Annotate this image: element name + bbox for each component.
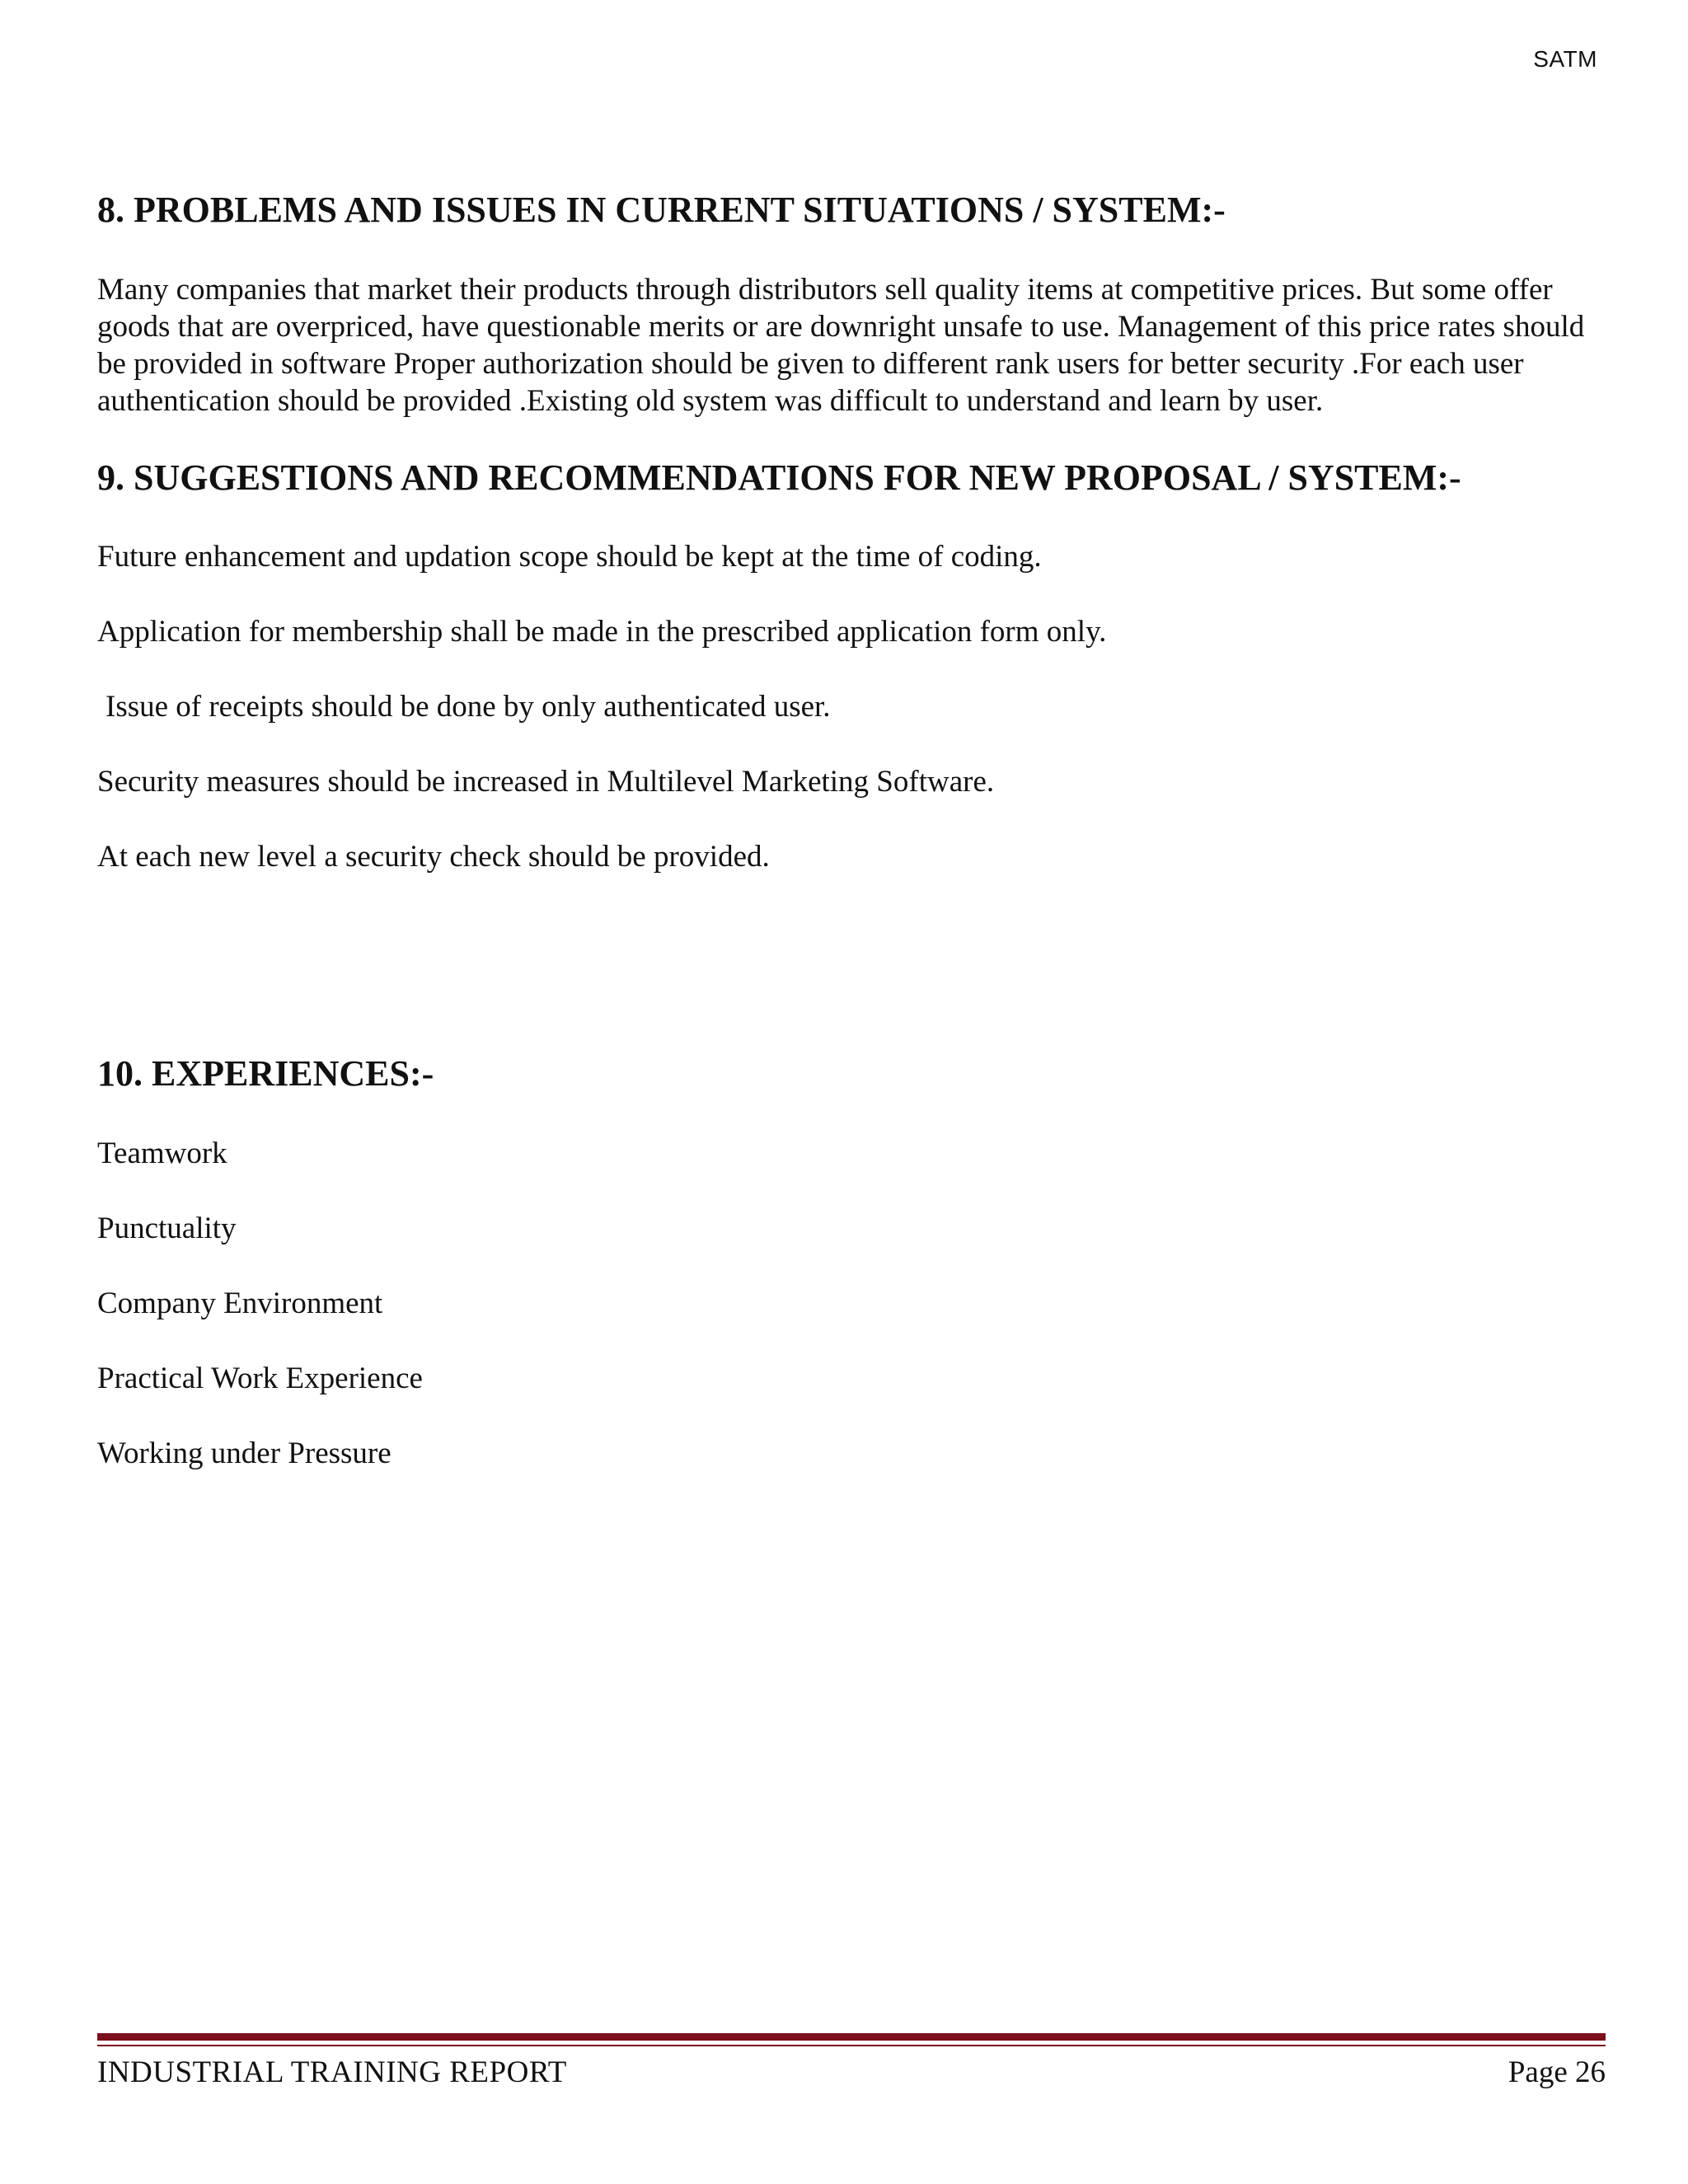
experience-item: Teamwork	[97, 1136, 227, 1170]
suggestion-item: Security measures should be increased in Multilevel Marketing Software.	[97, 765, 995, 799]
section-9-heading: 9. SUGGESTIONS AND RECOMMENDATIONS FOR NEW PROPOSAL / SYSTEM:-	[97, 457, 1461, 498]
section-8-heading: 8. PROBLEMS AND ISSUES IN CURRENT SITUATIONS / SYSTEM:-	[97, 190, 1226, 230]
suggestion-item: At each new level a security check should be provided.	[97, 840, 770, 874]
page-content	[97, 190, 1606, 1510]
section-suggestions	[97, 457, 1606, 876]
experience-item: Punctuality	[97, 1211, 237, 1245]
suggestion-item: Future enhancement and updation scope should be kept at the time of coding.	[97, 540, 1042, 574]
experience-item: Working under Pressure	[97, 1436, 392, 1470]
spacer	[97, 913, 1606, 1053]
experience-item: Practical Work Experience	[97, 1361, 423, 1395]
footer-rule-thin	[97, 2045, 1606, 2046]
footer-report-title: INDUSTRIAL TRAINING REPORT	[97, 2055, 567, 2089]
suggestion-item: Application for membership shall be made in the prescribed application form only.	[97, 615, 1107, 649]
experience-item: Company Environment	[97, 1286, 383, 1320]
section-experiences	[97, 1053, 1606, 1472]
section-8-paragraph: Many companies that market their products through distributors sell quality items at competitive prices. But some offer goods that are overpriced, have questionable merits or are downright unsafe to use. Management of this price rates should be provided in software Proper authorization should be given to different rank users for better security .For each user authentication should be provided .Existing old system was difficult to understand and learn by user.	[97, 272, 1585, 418]
footer-page-number: Page 26	[1507, 2055, 1606, 2089]
footer-rule	[97, 2033, 1606, 2041]
suggestion-item: Issue of receipts should be done by only authenticated user.	[106, 690, 831, 724]
section-problems	[97, 190, 1606, 419]
header-tag: SATM	[1533, 46, 1597, 72]
section-10-heading: 10. EXPERIENCES:-	[97, 1053, 434, 1094]
